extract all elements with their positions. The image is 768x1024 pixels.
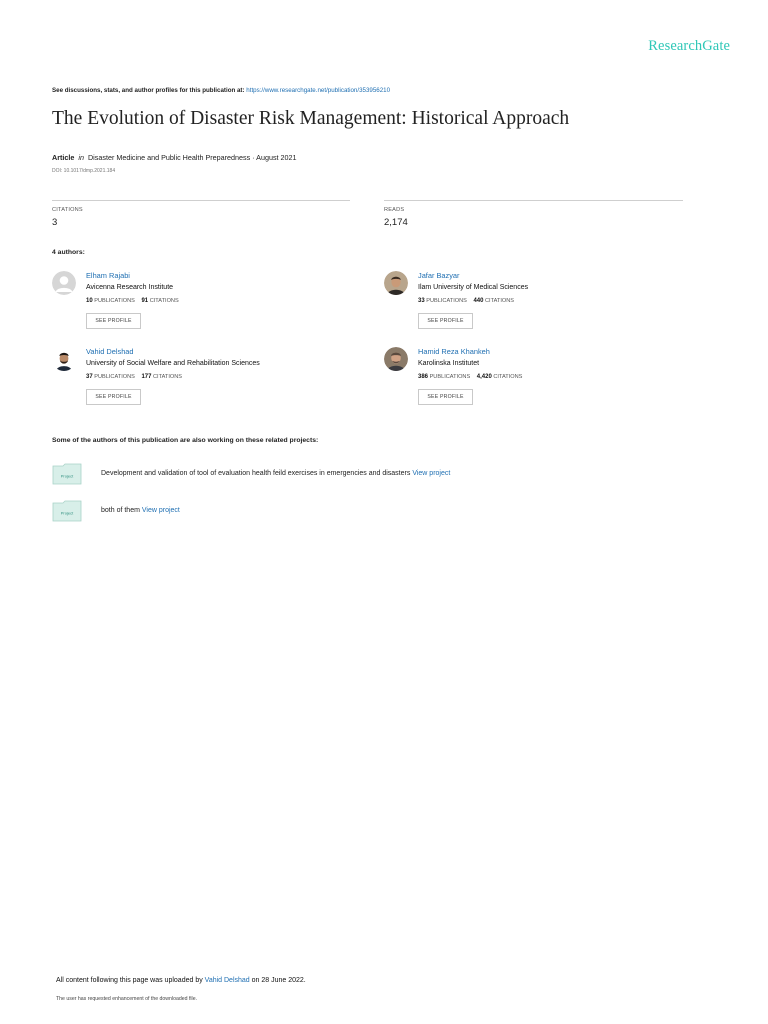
publications-label: PUBLICATIONS [94, 298, 135, 304]
in-word: in [78, 153, 84, 162]
project-folder-icon [52, 463, 82, 485]
project-text [101, 507, 180, 514]
author-photo-icon[interactable] [52, 347, 76, 371]
author-stats [86, 374, 182, 380]
citations-count: 177 [141, 374, 152, 380]
citations-count: 4,420 [476, 374, 492, 380]
view-project-link[interactable]: View project [412, 470, 451, 477]
citations-label: CITATIONS [485, 298, 515, 304]
project-item [52, 463, 652, 491]
see-profile-button[interactable]: SEE PROFILE [86, 389, 141, 405]
publications-count: 33 [418, 298, 425, 304]
publication-url-link[interactable]: https://www.researchgate.net/publication/353956210 [246, 87, 391, 94]
project-text [101, 470, 450, 477]
publications-count: 386 [418, 374, 429, 380]
project-item [52, 500, 652, 528]
see-profile-button[interactable]: SEE PROFILE [418, 313, 473, 329]
view-project-link[interactable]: View project [141, 507, 180, 514]
author-institution: Ilam University of Medical Sciences [418, 284, 529, 291]
project-title: Development and validation of tool of evaluation health feild exercises in emergencies and disasters [101, 470, 411, 477]
reads-value: 2,174 [384, 217, 408, 228]
article-type: Article [52, 153, 75, 162]
author-card [384, 347, 704, 413]
author-stats [418, 374, 522, 380]
author-institution: Karolinska Institutet [418, 360, 480, 367]
author-name-link[interactable]: Vahid Delshad [86, 347, 134, 356]
doi: DOI: 10.1017/dmp.2021.184 [52, 168, 116, 174]
publications-label: PUBLICATIONS [426, 298, 467, 304]
uploader-link[interactable]: Vahid Delshad [204, 977, 250, 984]
see-profile-button[interactable]: SEE PROFILE [86, 313, 141, 329]
author-card [384, 271, 704, 337]
related-projects-heading: Some of the authors of this publication are also working on these related projects: [52, 437, 319, 444]
citations-label: CITATIONS [52, 207, 83, 213]
journal-date: Disaster Medicine and Public Health Preparedness · August 2021 [87, 153, 297, 162]
publications-count: 10 [86, 298, 93, 304]
see-profile-button[interactable]: SEE PROFILE [418, 389, 473, 405]
upload-note [56, 977, 306, 984]
author-photo-icon[interactable] [384, 347, 408, 371]
project-icon-label: Project [60, 473, 74, 479]
uploaded-suffix: on 28 June 2022. [251, 977, 306, 984]
default-avatar-icon[interactable] [52, 271, 76, 295]
see-discussions-line [52, 87, 390, 94]
enhancement-note: The user has requested enhancement of the downloaded file. [56, 996, 198, 1002]
uploaded-prefix: All content following this page was uploaded by [56, 977, 203, 984]
citations-count: 91 [141, 298, 149, 304]
see-discussions-text: See discussions, stats, and author profiles for this publication at: [52, 87, 245, 94]
publications-label: PUBLICATIONS [94, 374, 135, 380]
citations-label: CITATIONS [149, 298, 179, 304]
publication-meta [52, 153, 297, 162]
author-card [52, 271, 372, 337]
reads-label: READS [384, 207, 405, 213]
publications-count: 37 [86, 374, 93, 380]
author-card [52, 347, 372, 413]
author-name-link[interactable]: Hamid Reza Khankeh [418, 347, 490, 356]
project-folder-icon [52, 500, 82, 522]
author-institution: Avicenna Research Institute [86, 284, 174, 291]
researchgate-logo: ResearchGate [648, 38, 730, 54]
citations-divider [52, 200, 350, 201]
citations-count: 440 [473, 298, 484, 304]
citations-label: CITATIONS [493, 374, 523, 380]
project-title: both of them [101, 507, 140, 514]
publications-label: PUBLICATIONS [429, 374, 471, 380]
author-photo-icon[interactable] [384, 271, 408, 295]
reads-divider [384, 200, 683, 201]
author-institution: University of Social Welfare and Rehabilitation Sciences [86, 360, 260, 367]
citations-label: CITATIONS [153, 374, 183, 380]
authors-heading: 4 authors: [52, 249, 85, 256]
author-stats [86, 298, 179, 304]
author-name-link[interactable]: Jafar Bazyar [418, 271, 460, 280]
project-icon-label: Project [60, 510, 74, 516]
author-stats [418, 298, 514, 304]
paper-title: The Evolution of Disaster Risk Management: Historical Approach [52, 108, 570, 129]
author-name-link[interactable]: Elham Rajabi [86, 271, 130, 280]
citations-value: 3 [52, 217, 58, 228]
